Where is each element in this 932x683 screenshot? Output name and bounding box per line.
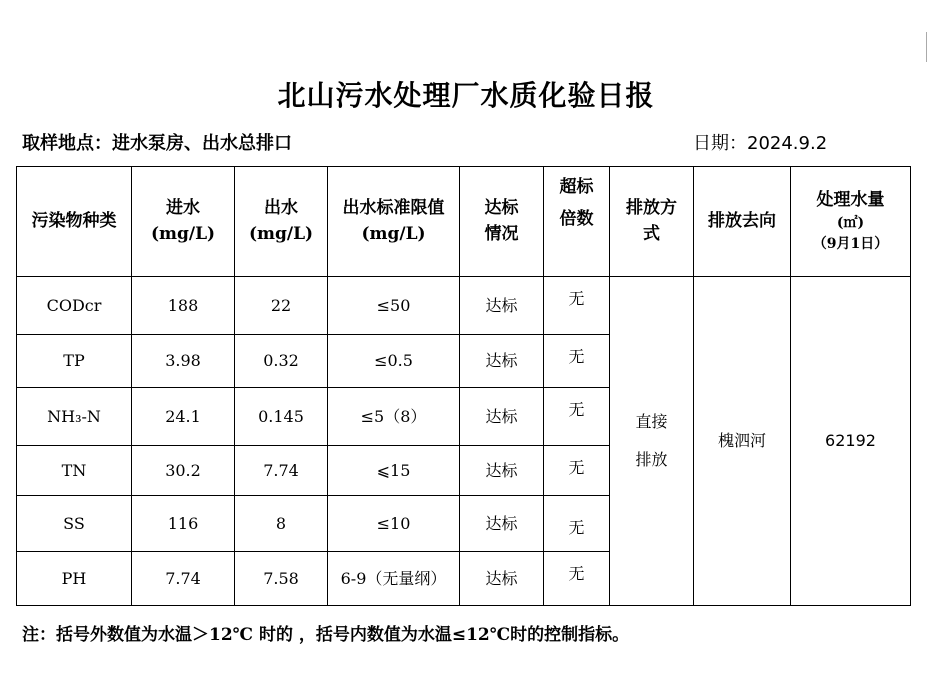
effluent-cell: 7.58 (235, 552, 328, 606)
header-row (17, 167, 911, 277)
limit-cell: ≤5（8） (328, 388, 460, 446)
pollutant-cell: SS (17, 496, 132, 552)
report-title: 北山污水处理厂水质化验日报 (277, 79, 655, 112)
compliance-cell: 达标 (460, 388, 544, 446)
exceed-cell: 无 (544, 446, 610, 496)
influent-cell: 7.74 (132, 552, 235, 606)
pollutant-cell: CODcr (17, 277, 132, 335)
table-row (17, 277, 911, 335)
exceed-cell: 无 (544, 277, 610, 335)
volume-cell: 62192 (791, 277, 911, 606)
report-date: 日期：2024.9.2 (693, 133, 828, 154)
compliance-cell: 达标 (460, 446, 544, 496)
exceed-cell: 无 (544, 388, 610, 446)
influent-cell: 116 (132, 496, 235, 552)
header-pollutant: 污染物种类 (17, 167, 132, 277)
pollutant-cell: TP (17, 335, 132, 388)
influent-cell: 30.2 (132, 446, 235, 496)
header-discharge-destination: 排放去向 (694, 167, 791, 277)
limit-cell: ≤50 (328, 277, 460, 335)
pollutant-cell: NH₃-N (17, 388, 132, 446)
compliance-cell: 达标 (460, 277, 544, 335)
effluent-cell: 7.74 (235, 446, 328, 496)
compliance-cell: 达标 (460, 552, 544, 606)
pollutant-cell: PH (17, 552, 132, 606)
effluent-cell: 0.32 (235, 335, 328, 388)
effluent-cell: 0.145 (235, 388, 328, 446)
header-compliance: 达标 情况 (460, 167, 544, 277)
header-exceed: 超标 倍数 (544, 167, 610, 277)
influent-cell: 188 (132, 277, 235, 335)
discharge-method-cell: 直接 排放 (610, 277, 694, 606)
compliance-cell: 达标 (460, 335, 544, 388)
footnote: 注：括号外数值为水温＞12℃ 时的 ，括号内数值为水温≤12℃时的控制指标。 (22, 625, 630, 645)
limit-cell: ≤10 (328, 496, 460, 552)
exceed-cell: 无 (544, 552, 610, 606)
header-effluent: 出水 (mg/L) (235, 167, 328, 277)
exceed-cell: 无 (544, 496, 610, 552)
pollutant-cell: TN (17, 446, 132, 496)
corner-mark (926, 32, 927, 62)
effluent-cell: 8 (235, 496, 328, 552)
compliance-cell: 达标 (460, 496, 544, 552)
sampling-location: 取样地点：进水泵房、出水总排口 (22, 133, 292, 154)
header-limit: 出水标准限值 (mg/L) (328, 167, 460, 277)
limit-cell: 6-9（无量纲） (328, 552, 460, 606)
header-discharge-method: 排放方 式 (610, 167, 694, 277)
limit-cell: ≤0.5 (328, 335, 460, 388)
effluent-cell: 22 (235, 277, 328, 335)
influent-cell: 3.98 (132, 335, 235, 388)
header-influent: 进水 (mg/L) (132, 167, 235, 277)
influent-cell: 24.1 (132, 388, 235, 446)
limit-cell: ⩽15 (328, 446, 460, 496)
exceed-cell: 无 (544, 335, 610, 388)
header-volume: 处理水量 (㎡) （9月1日） (791, 167, 911, 277)
discharge-destination-cell: 槐泗河 (694, 277, 791, 606)
water-quality-table (16, 166, 911, 606)
